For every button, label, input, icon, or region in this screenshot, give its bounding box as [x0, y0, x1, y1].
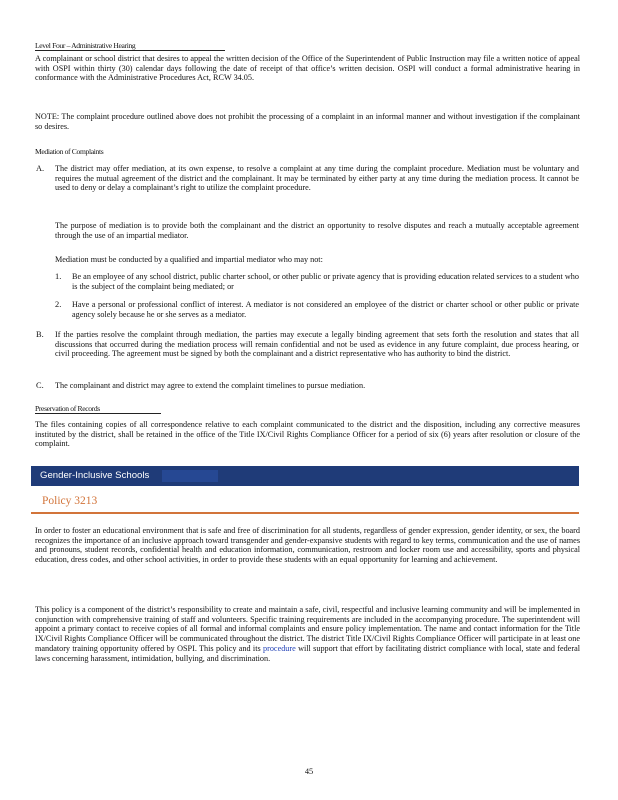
- sub-1-marker: 1.: [55, 272, 62, 281]
- section-title: Gender-Inclusive Schools: [40, 470, 150, 481]
- level-four-note: NOTE: The complaint procedure outlined above does not prohibit the processing of a complaint in an informal manner and without investigation if the complainant so desires.: [35, 112, 580, 131]
- section-banner: [31, 466, 579, 486]
- mediation-qualified: Mediation must be conducted by a qualified and impartial mediator who may not:: [55, 255, 323, 264]
- item-a-marker: A.: [36, 164, 45, 173]
- banner-highlight: [162, 470, 218, 482]
- level-four-heading: Level Four – Administrative Hearing: [35, 41, 225, 51]
- item-a-text: The district may offer mediation, at its own expense, to resolve a complaint at any time during the complaint procedure. Mediation must be voluntary and requires the mutual agreement of the district and the complainant. It may be terminated by either party at any time during the mediation process. It cannot be used to deny or delay a complainant’s right to utilize the complaint procedure.: [55, 164, 579, 193]
- policy-paragraph-1: In order to foster an educational environment that is safe and free of discrimination for all students, regardless of gender expression, gender identity, or sex, the board recognizes the importance of an inclusive approach toward transgender and gender-expansive students with regard to key terms, communication and the use of names and pronouns, student records, confidential health and education information, communication, restroom and locker room use and accessibility, sports and physical education, dress codes, and other school activities, in order to provide these students with an equal opportunity for learning and achievement.: [35, 526, 580, 565]
- mediation-purpose: The purpose of mediation is to provide both the complainant and the district an opportunity to resolve disputes and reach a mutually acceptable agreement through the use of an impartial mediator.: [55, 221, 579, 240]
- policy-paragraph-2-start: This policy is a component of the district’s responsibility to create and maintain a safe, civil, respectful and inclusive learning community and will be implemented in conjunction with comprehensive training of staff and volunteers. Specific training requirements are included in the accompanying procedure. The superintendent will appoint a primary contact to receive copies of all formal and informal complaints and ensure policy implementation. The name and contact information for the Title IX/Civil Rights Compliance Officer will be communicated throughout the district. The district Title IX/Civil Rights Compliance Officer will participate in at least one mandatory training opportunity offered by OSPI. This policy and its: [35, 605, 580, 653]
- policy-paragraph-2: [35, 605, 580, 663]
- sub-2-marker: 2.: [55, 300, 62, 309]
- policy-paragraph-2-end: will support that effort by facilitating district compliance with local, state and federal laws concerning harassment, intimidation, bullying, and discrimination.: [35, 643, 580, 663]
- level-four-body: A complainant or school district that desires to appeal the written decision of the Office of the Superintendent of Public Instruction may file a written notice of appeal with OSPI within thirty (30) calendar days following the date of receipt of that office’s written decision. OSPI will conduct a formal administrative hearing in conformance with the Administrative Procedures Act, RCW 34.05.: [35, 54, 580, 83]
- item-c-text: The complainant and district may agree to extend the complaint timelines to pursue mediation.: [55, 381, 366, 390]
- records-heading: Preservation of Records: [35, 404, 161, 414]
- page-number: 45: [304, 767, 314, 776]
- item-b-marker: B.: [36, 330, 44, 339]
- policy-divider: [31, 512, 579, 514]
- item-c-marker: C.: [36, 381, 44, 390]
- sub-1-text: Be an employee of any school district, public charter school, or other public or private agency that is providing education related services to a student who is the subject of the complaint being mediated; or: [72, 272, 579, 291]
- item-b-text: If the parties resolve the complaint through mediation, the parties may execute a legally binding agreement that sets forth the resolution and states that all discussions that occurred during the mediation process will remain confidential and not be used as evidence in any future complaint, due process hearing, or civil proceeding. The agreement must be signed by both the complainant and a district representative who has authority to bind the district.: [55, 330, 579, 359]
- procedure-link[interactable]: procedure: [263, 643, 296, 653]
- sub-2-text: Have a personal or professional conflict of interest. A mediator is not considered an employee of the district or charter school or other public or private agency solely because he or she serves as a mediator.: [72, 300, 579, 319]
- policy-number: Policy 3213: [42, 495, 98, 507]
- records-body: The files containing copies of all correspondence relative to each complaint communicated to the district and the disposition, including any corrective measures instituted by the district, shall be retained in the office of the Title IX/Civil Rights Compliance Officer for a period of six (6) years after resolution or closure of the complaint.: [35, 420, 580, 449]
- mediation-heading: Mediation of Complaints: [35, 147, 104, 156]
